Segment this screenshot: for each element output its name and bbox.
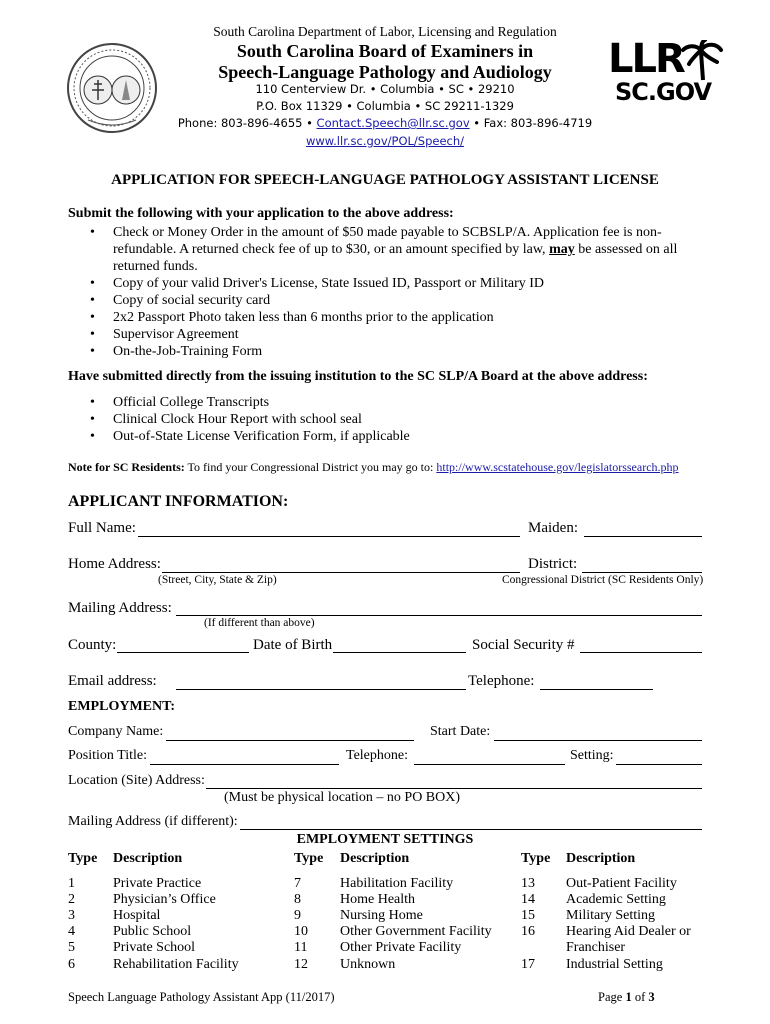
start-date-label: Start Date: (430, 724, 491, 739)
direct-heading: Have submitted directly from the issuing institution to the SC SLP/A Board at the above address: (68, 369, 648, 384)
table-row: 5 (68, 940, 75, 955)
district-label: District: (528, 556, 578, 572)
email-field[interactable] (176, 689, 466, 690)
position-field[interactable] (150, 764, 339, 765)
fax-text: • Fax: 803-896-4719 (469, 116, 593, 130)
phone-text: Phone: 803-896-4655 • (177, 116, 317, 130)
table-row: Other Private Facility (340, 940, 462, 955)
llr-logo (605, 36, 725, 112)
table-row: 1 (68, 876, 75, 891)
col1-type-header: Type (68, 851, 98, 866)
maiden-field[interactable] (584, 536, 702, 537)
email-label: Email address: (68, 673, 157, 689)
dept-name: South Carolina Department of Labor, Licensing and Regulation (213, 24, 557, 39)
mailing-field[interactable] (176, 615, 702, 616)
col2-type-header: Type (294, 851, 324, 866)
location-label: Location (Site) Address: (68, 773, 205, 788)
ssn-label: Social Security # (472, 637, 575, 653)
website-line (150, 134, 620, 148)
home-address-field[interactable] (162, 572, 520, 573)
footer-form-id: Speech Language Pathology Assistant App (11/2017) (68, 990, 335, 1004)
setting-field[interactable] (616, 764, 702, 765)
logo-scgov-text: SC.GOV (615, 78, 712, 106)
emp-mailing-field[interactable] (240, 829, 702, 830)
table-row: 3 (68, 908, 75, 923)
table-row: 12 (294, 957, 308, 972)
col2-desc-header: Description (340, 851, 410, 866)
table-row: Private Practice (113, 876, 202, 891)
start-date-field[interactable] (494, 740, 702, 741)
table-row: Physician’s Office (113, 892, 216, 907)
table-row: Out-Patient Facility (566, 876, 677, 891)
company-field[interactable] (166, 740, 414, 741)
submit-list (68, 224, 718, 360)
contact-line (150, 116, 620, 130)
mailing-hint: (If different than above) (204, 617, 315, 629)
palmetto-tree-icon (683, 40, 721, 80)
list-item: • Copy of your valid Driver's License, State Issued ID, Passport or Military ID (90, 276, 544, 291)
table-row: Franchiser (566, 940, 626, 955)
table-row: 17 (521, 957, 535, 972)
county-label: County: (68, 637, 117, 653)
table-row: Rehabilitation Facility (113, 957, 239, 972)
mailing-label: Mailing Address: (68, 600, 172, 616)
list-item: • Out-of-State License Verification Form, if applicable (90, 429, 410, 444)
table-row: 4 (68, 924, 75, 939)
emp-mailing-label: Mailing Address (if different): (68, 814, 238, 829)
ssn-field[interactable] (580, 652, 702, 653)
table-row: Unknown (340, 957, 396, 972)
location-hint: (Must be physical location – no PO BOX) (224, 790, 461, 805)
telephone-field[interactable] (540, 689, 653, 690)
list-item: • Clinical Clock Hour Report with school seal (90, 412, 362, 427)
col3-type-header: Type (521, 851, 551, 866)
table-row: 15 (521, 908, 535, 923)
website-link[interactable]: www.llr.sc.gov/POL/Speech/ (305, 134, 465, 148)
table-row: 6 (68, 957, 75, 972)
setting-label: Setting: (570, 748, 614, 763)
company-label: Company Name: (68, 724, 164, 739)
table-row: 8 (294, 892, 301, 907)
table-row: Industrial Setting (566, 957, 663, 972)
col1-desc-header: Description (113, 851, 183, 866)
table-row: 7 (294, 876, 301, 891)
table-row: 9 (294, 908, 301, 923)
list-item: • Check or Money Order in the amount of $50 made payable to SCBSLP/A. Application fee is non- refundable. A returned check fee of up to $30, or an amount specified by law, may be assessed on all returned funds. (90, 225, 678, 274)
table-row: Habilitation Facility (340, 876, 454, 891)
table-row: Nursing Home (340, 908, 423, 923)
table-row: 14 (521, 892, 535, 907)
location-field[interactable] (206, 788, 702, 789)
county-field[interactable] (117, 652, 249, 653)
table-row: Other Government Facility (340, 924, 492, 939)
employment-heading: EMPLOYMENT: (68, 699, 176, 714)
logo-llr-text: LLR (608, 36, 684, 82)
table-row: 13 (521, 876, 535, 891)
table-row: Academic Setting (566, 892, 666, 907)
statehouse-link[interactable]: http://www.scstatehouse.gov/legislatorssearch.php (436, 460, 679, 474)
table-row: 11 (294, 940, 308, 955)
board-name-line1: South Carolina Board of Examiners in (236, 41, 534, 61)
note-label: Note for SC Residents: (68, 460, 185, 474)
district-hint: Congressional District (SC Residents Only) (502, 574, 704, 586)
submit-heading: Submit the following with your application to the above address: (68, 206, 454, 221)
form-title: APPLICATION FOR SPEECH-LANGUAGE PATHOLOGY ASSISTANT LICENSE (111, 172, 659, 188)
note-line: Note for SC Residents: To find your Congressional District you may go to: http://www.scstatehouse.gov/legislatorssearch.php (68, 460, 679, 474)
dob-field[interactable] (333, 652, 466, 653)
table-row: Military Setting (566, 908, 656, 923)
page-number: Page 1 of 3 (598, 990, 655, 1004)
position-label: Position Title: (68, 748, 147, 763)
district-field[interactable] (582, 572, 702, 573)
table-row: Home Health (340, 892, 416, 907)
settings-heading: EMPLOYMENT SETTINGS (296, 832, 474, 847)
table-row: Hearing Aid Dealer or (566, 924, 691, 939)
full-name-field[interactable] (138, 536, 520, 537)
emp-telephone-field[interactable] (414, 764, 565, 765)
table-row: 2 (68, 892, 75, 907)
emp-telephone-label: Telephone: (346, 748, 408, 763)
list-item: • Supervisor Agreement (90, 327, 239, 342)
list-item: • Official College Transcripts (90, 395, 270, 410)
list-item: • 2x2 Passport Photo taken less than 6 months prior to the application (90, 310, 494, 325)
address-line2: P.O. Box 11329 • Columbia • SC 29211-1329 (256, 99, 514, 113)
direct-list (68, 394, 718, 445)
address-line1: 110 Centerview Dr. • Columbia • SC • 29210 (255, 82, 515, 96)
list-item: • On-the-Job-Training Form (90, 344, 263, 359)
telephone-label: Telephone: (468, 673, 535, 689)
table-row: Hospital (113, 908, 161, 923)
street-hint: (Street, City, State & Zip) (158, 574, 277, 586)
home-address-label: Home Address: (68, 556, 161, 572)
state-seal (66, 42, 158, 134)
table-row: Private School (113, 940, 196, 955)
board-name-line2: Speech-Language Pathology and Audiology (218, 62, 552, 82)
applicant-heading: APPLICANT INFORMATION: (68, 493, 289, 510)
table-row: Public School (113, 924, 192, 939)
full-name-label: Full Name: (68, 520, 136, 536)
table-row: 16 (521, 924, 535, 939)
table-row: 10 (294, 924, 308, 939)
maiden-label: Maiden: (528, 520, 578, 536)
col3-desc-header: Description (566, 851, 636, 866)
email-link[interactable]: Contact.Speech@llr.sc.gov (316, 116, 470, 130)
dob-label: Date of Birth (253, 637, 333, 653)
list-item: • Copy of social security card (90, 293, 271, 308)
